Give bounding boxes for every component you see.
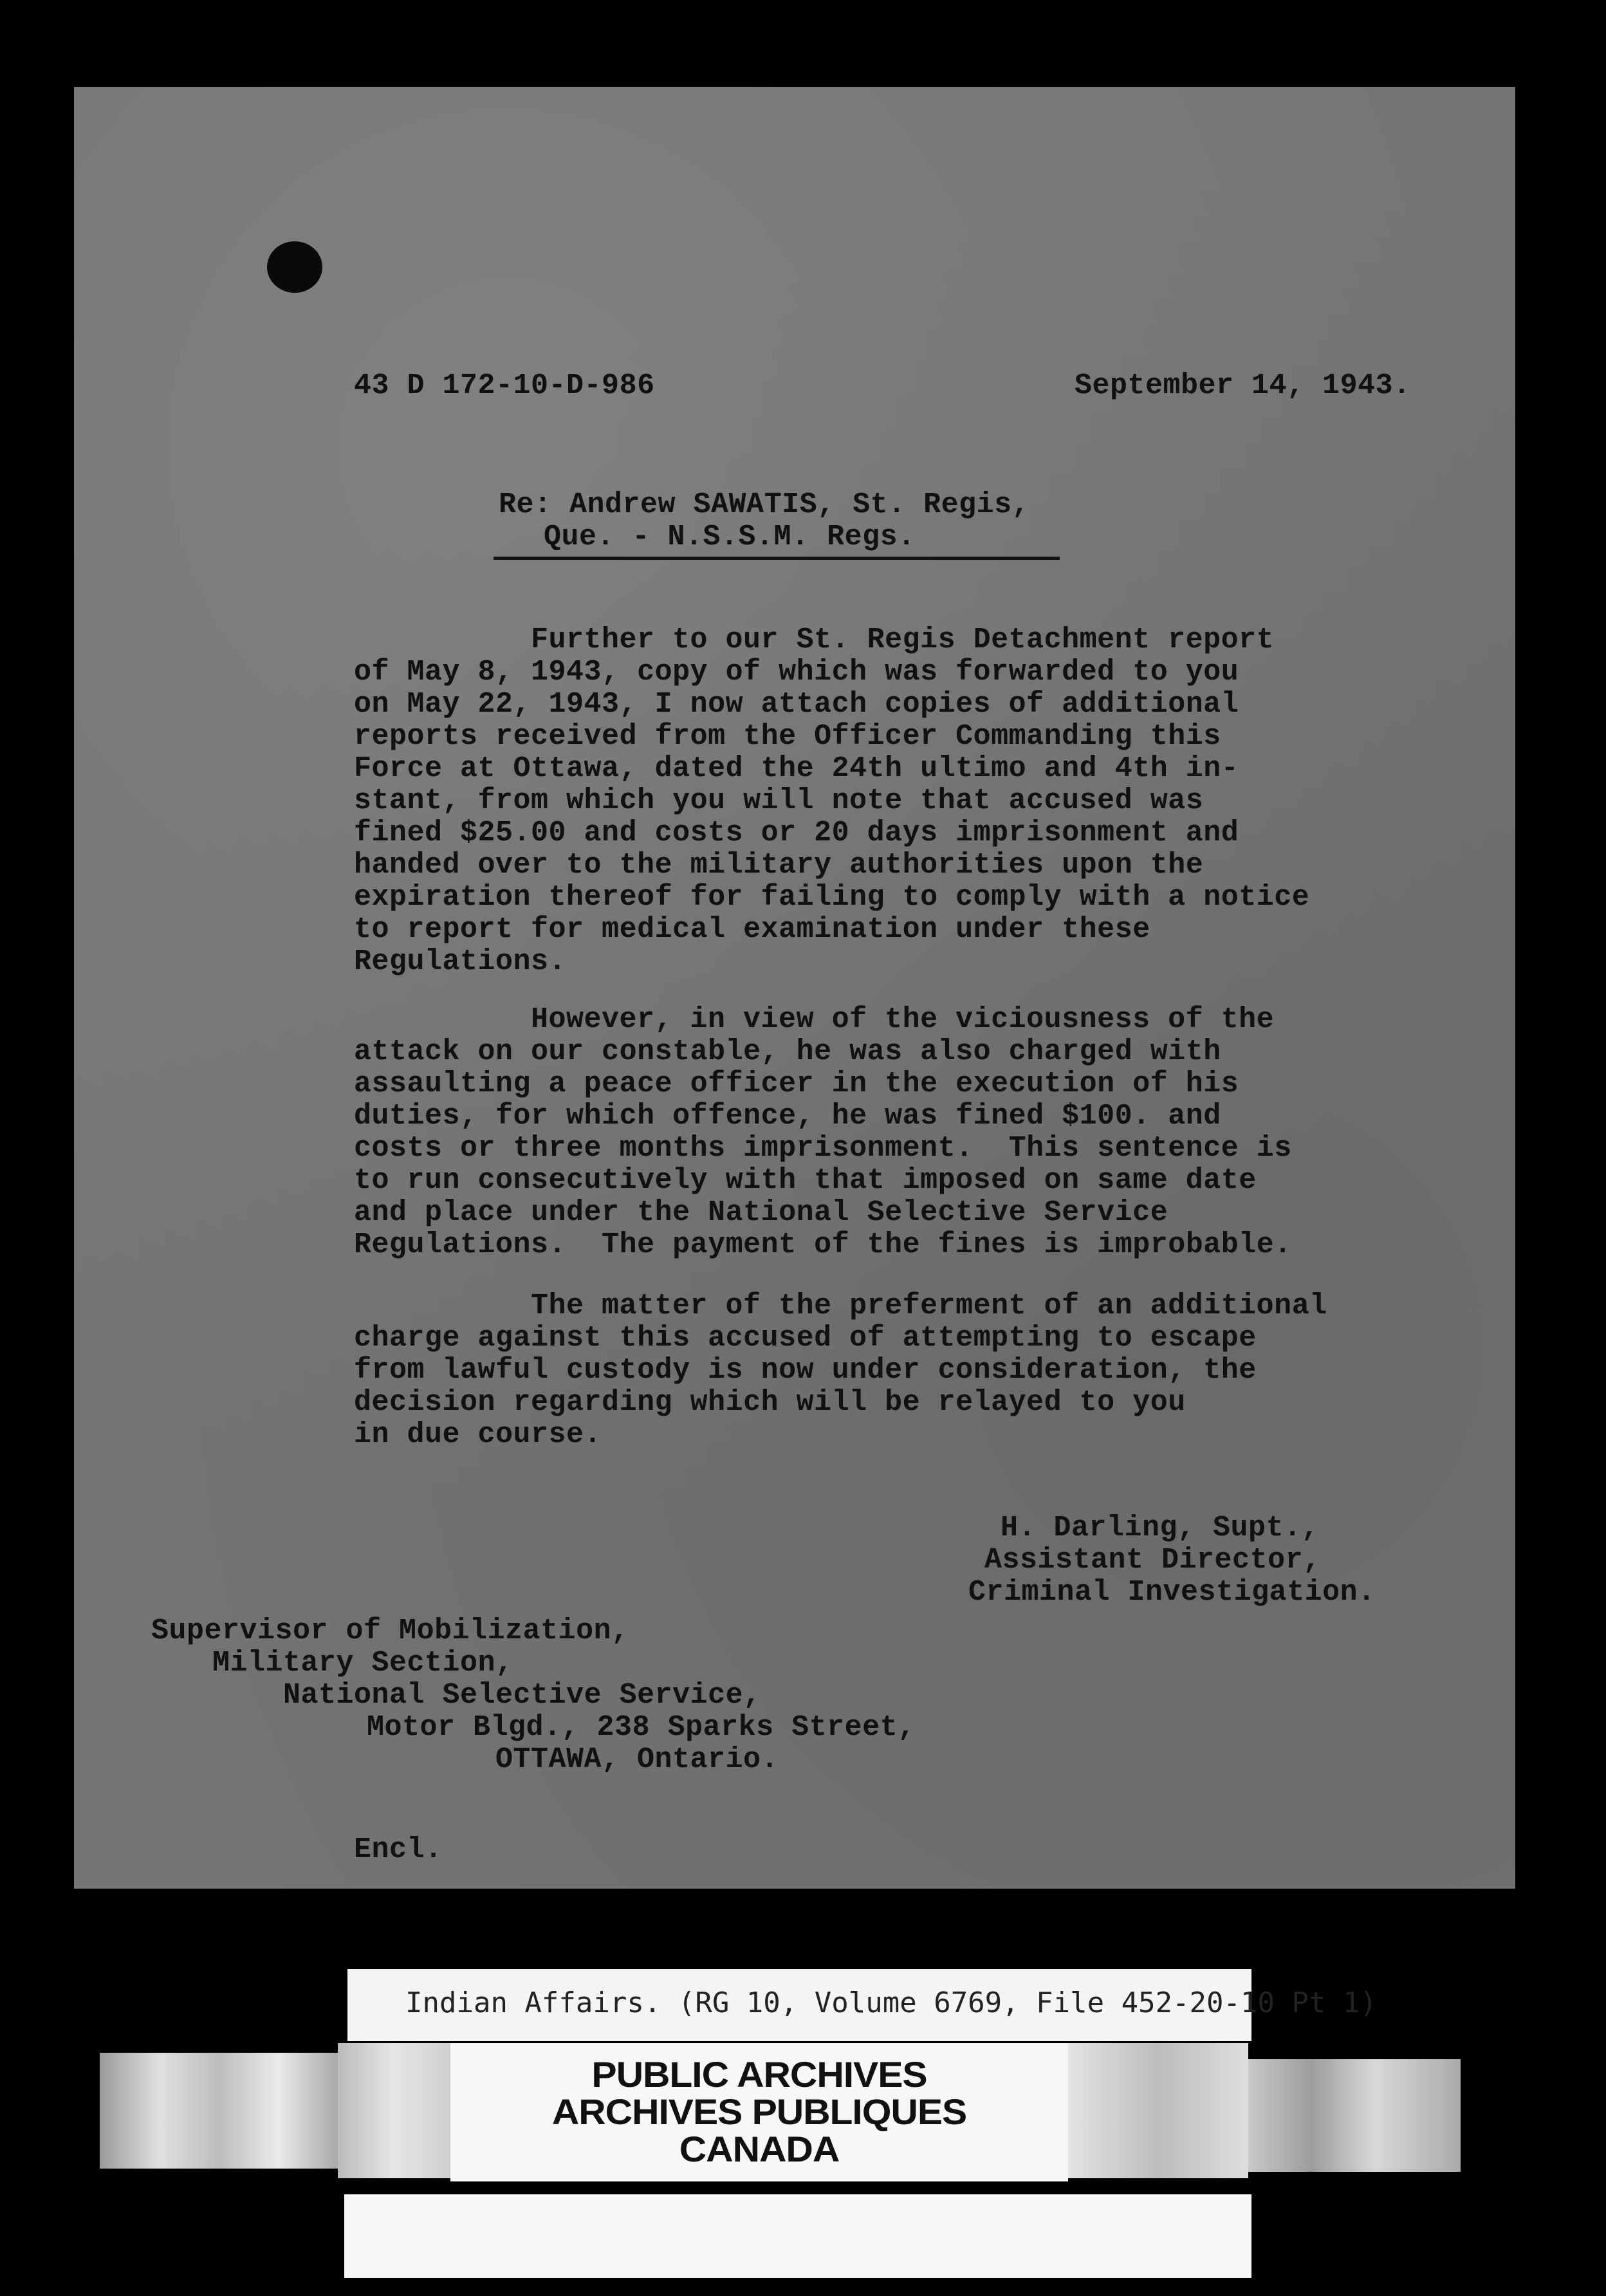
- paragraph-1-line: Further to our St. Regis Detachment report: [531, 624, 1275, 656]
- address-line: OTTAWA, Ontario.: [495, 1743, 779, 1776]
- paragraph-3-line: decision regarding which will be relayed to you: [354, 1386, 1186, 1419]
- bottom-label-strip: [344, 2194, 1251, 2278]
- paragraph-2-line: attack on our constable, he was also charged with: [354, 1035, 1221, 1068]
- paragraph-2-line: Regulations. The payment of the fines is improbable.: [354, 1228, 1292, 1261]
- paragraph-3-line: from lawful custody is now under consideration, the: [354, 1354, 1257, 1387]
- tape-mid-right: [1068, 2043, 1248, 2178]
- paragraph-1-line: Regulations.: [354, 945, 567, 978]
- subject-line-1: Re: Andrew SAWATIS, St. Regis,: [499, 488, 1030, 521]
- tape-right: [1248, 2059, 1461, 2172]
- address-line: National Selective Service,: [283, 1679, 761, 1712]
- paragraph-1-line: handed over to the military authorities upon the: [354, 849, 1204, 882]
- subject-underline: [494, 557, 1060, 560]
- archive-stamp: [450, 2043, 1068, 2181]
- paragraph-3-line: in due course.: [354, 1418, 602, 1451]
- paragraph-2-line: and place under the National Selective Service: [354, 1196, 1168, 1229]
- paragraph-1-line: stant, from which you will note that accused was: [354, 784, 1204, 817]
- signature-department: Criminal Investigation.: [968, 1576, 1376, 1609]
- letter-date: September 14, 1943.: [1075, 369, 1411, 402]
- paragraph-2-line: However, in view of the viciousness of the: [531, 1003, 1275, 1036]
- paragraph-1-line: on May 22, 1943, I now attach copies of additional: [354, 688, 1239, 721]
- enclosure-note: Encl.: [354, 1833, 443, 1866]
- stamp-line-2: ARCHIVES PUBLIQUES: [551, 2091, 967, 2132]
- address-line: Supervisor of Mobilization,: [151, 1615, 629, 1647]
- address-line: Military Section,: [212, 1647, 513, 1680]
- punch-hole: [267, 241, 322, 293]
- paragraph-3-line: The matter of the preferment of an additional: [531, 1290, 1327, 1322]
- archive-reference-label: Indian Affairs. (RG 10, Volume 6769, File 452-20-10 Pt 1): [405, 1986, 1377, 2019]
- paragraph-1-line: expiration thereof for failing to comply with a notice: [354, 881, 1310, 914]
- paragraph-2-line: to run consecutively with that imposed on same date: [354, 1164, 1257, 1197]
- paragraph-2-line: assaulting a peace officer in the execution of his: [354, 1068, 1239, 1100]
- paragraph-1-line: Force at Ottawa, dated the 24th ultimo and 4th in-: [354, 752, 1239, 785]
- paragraph-1-line: of May 8, 1943, copy of which was forwarded to you: [354, 656, 1239, 689]
- file-reference: 43 D 172-10-D-986: [354, 369, 655, 402]
- tape-mid-left: [338, 2043, 450, 2178]
- paragraph-1-line: to report for medical examination under these: [354, 913, 1150, 946]
- paragraph-3-line: charge against this accused of attempting to escape: [354, 1322, 1257, 1355]
- signature-name: H. Darling, Supt.,: [1001, 1512, 1320, 1544]
- typed-letter-page: [74, 87, 1515, 1889]
- stamp-line-3: CANADA: [679, 2129, 840, 2169]
- paragraph-1-line: reports received from the Officer Commanding this: [354, 720, 1221, 753]
- address-line: Motor Blgd., 238 Sparks Street,: [367, 1711, 916, 1744]
- paragraph-1-line: fined $25.00 and costs or 20 days imprisonment and: [354, 817, 1239, 849]
- paragraph-2-line: costs or three months imprisonment. This sentence is: [354, 1132, 1292, 1165]
- stamp-line-1: PUBLIC ARCHIVES: [591, 2054, 927, 2095]
- signature-title: Assistant Director,: [984, 1544, 1321, 1577]
- subject-line-2: Que. - N.S.S.M. Regs.: [544, 521, 916, 553]
- paragraph-2-line: duties, for which offence, he was fined $100. and: [354, 1100, 1221, 1133]
- tape-left: [100, 2053, 338, 2169]
